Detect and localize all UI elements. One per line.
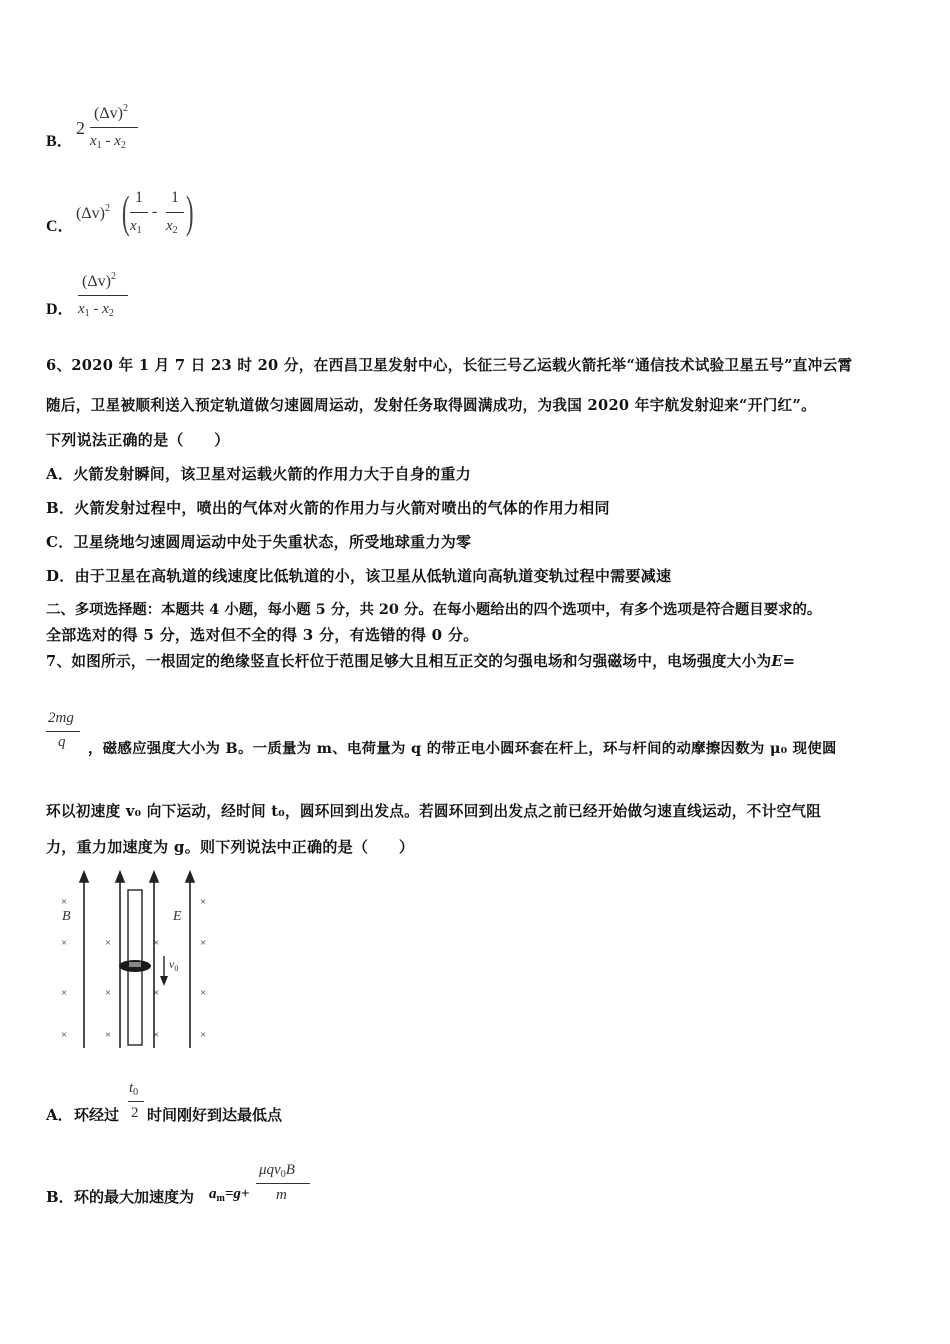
q6-stem-line3: 下列说法正确的是（ ） bbox=[46, 431, 230, 449]
q6-option-c bbox=[46, 531, 471, 552]
cross-mark: × bbox=[61, 896, 68, 908]
frac-den: 2 bbox=[131, 1105, 139, 1121]
frac-num: $t_0$ bbox=[129, 1080, 139, 1098]
label-e: E bbox=[173, 909, 182, 924]
option-letter: B． bbox=[46, 133, 73, 150]
section2-line1: 二、多项选择题：本题共 4 小题，每小题 5 分，共 20 分。在每小题给出的四个选项中，有多个选项是符合题目要求的。 bbox=[46, 601, 822, 618]
denominator: $x_1 - x_2$ bbox=[78, 301, 114, 319]
q5-option-d bbox=[46, 268, 246, 328]
q5-option-b bbox=[46, 100, 246, 160]
frac1-den: $x_1$ bbox=[130, 218, 142, 236]
right-paren: ) bbox=[185, 186, 194, 237]
cross-mark: × bbox=[200, 1029, 207, 1041]
q7-line2: ，磁感应强度大小为 B。一质量为 m、电荷量为 q 的带正电小圆环套在杆上，环与杆间的动摩擦因数为 μ₀ 现使圆 bbox=[88, 740, 837, 757]
option-letter: C． bbox=[46, 218, 74, 235]
option-letter: B． bbox=[46, 499, 75, 517]
cross-mark: × bbox=[61, 987, 68, 999]
option-letter: D． bbox=[46, 567, 75, 585]
q7-option-b bbox=[46, 1160, 366, 1210]
option-post: 时间刚好到达最低点 bbox=[147, 1106, 283, 1124]
q7-field-figure bbox=[50, 868, 220, 1053]
option-letter: C． bbox=[46, 533, 74, 551]
q7-line4: 力，重力加速度为 g。则下列说法中正确的是（ ） bbox=[46, 838, 415, 856]
left-paren: ( bbox=[121, 186, 130, 237]
frac1-bar bbox=[130, 212, 148, 213]
coefficient: 2 bbox=[76, 118, 85, 138]
q6-option-b bbox=[46, 497, 610, 518]
cross-mark: × bbox=[153, 987, 160, 999]
q6-stem-line2: 随后，卫星被顺利送入预定轨道做匀速圆周运动，发射任务取得圆满成功，为我国 2020 年宇航发射迎来“开门红”。 bbox=[46, 397, 816, 414]
cross-mark: × bbox=[105, 987, 112, 999]
fraction-bar bbox=[78, 295, 128, 296]
q5-option-c bbox=[46, 185, 266, 245]
cross-mark: × bbox=[200, 937, 207, 949]
option-pre: 环的最大加速度为 bbox=[74, 1188, 195, 1206]
option-letter: B． bbox=[46, 1188, 74, 1206]
e-fraction bbox=[46, 710, 86, 754]
frac2-bar bbox=[166, 212, 184, 213]
frac-den: m bbox=[276, 1187, 287, 1203]
cross-mark: × bbox=[153, 937, 160, 949]
ring-hole bbox=[129, 962, 141, 967]
option-letter: A． bbox=[46, 1106, 73, 1124]
q6-stem-line1: 6、2020 年 1 月 7 日 23 时 20 分，在西昌卫星发射中心，长征三号乙运载火箭托举“通信技术试验卫星五号”直冲云霄 bbox=[46, 357, 853, 374]
cross-mark: × bbox=[200, 896, 207, 908]
e-symbol: E= bbox=[771, 653, 796, 670]
cross-mark: × bbox=[200, 987, 207, 999]
frac-bar bbox=[256, 1183, 310, 1184]
label-v0: $v_0$ bbox=[169, 957, 179, 973]
minus: - bbox=[152, 203, 158, 220]
frac2-den: $x_2$ bbox=[166, 218, 178, 236]
q6-option-d bbox=[46, 565, 671, 586]
cross-mark: × bbox=[61, 1029, 68, 1041]
option-text: 火箭发射过程中，喷出的气体对火箭的作用力与火箭对喷出的气体的作用力相同 bbox=[74, 499, 610, 517]
velocity-arrowhead bbox=[160, 976, 168, 986]
option-letter: A． bbox=[46, 465, 74, 483]
frac2-num: 1 bbox=[171, 189, 179, 206]
option-text: 卫星绕地匀速圆周运动中处于失重状态，所受地球重力为零 bbox=[73, 533, 472, 551]
section2-line2: 全部选对的得 5 分，选对但不全的得 3 分，有选错的得 0 分。 bbox=[46, 626, 479, 644]
numerator: $(\Delta v)^2$ bbox=[94, 103, 128, 122]
e-frac-den: q bbox=[58, 734, 66, 750]
frac-num: μqv$_0$B bbox=[259, 1162, 295, 1180]
fraction-bar bbox=[90, 127, 138, 128]
q7-line1-text: 7、如图所示，一根固定的绝缘竖直长杆位于范围足够大且相互正交的匀强电场和匀强磁场中，电场强度大小为 bbox=[46, 653, 772, 670]
e-frac-num: 2mg bbox=[48, 710, 74, 726]
option-pre: 环经过 bbox=[74, 1106, 120, 1124]
cross-mark: × bbox=[61, 937, 68, 949]
delta-v-squared: $(\Delta v)^2$ bbox=[76, 203, 110, 222]
q7-option-a bbox=[46, 1078, 346, 1128]
q6-option-a bbox=[46, 463, 471, 484]
e-frac-bar bbox=[46, 731, 80, 732]
cross-mark: × bbox=[105, 1029, 112, 1041]
frac1-num: 1 bbox=[135, 189, 143, 206]
label-b: B bbox=[62, 909, 71, 924]
option-letter: D． bbox=[46, 301, 74, 318]
cross-mark: × bbox=[105, 937, 112, 949]
numerator: $(\Delta v)^2$ bbox=[82, 271, 116, 290]
frac-bar bbox=[128, 1101, 144, 1102]
denominator: $x_1 - x_2$ bbox=[90, 133, 126, 151]
q7-line3: 环以初速度 v₀ 向下运动，经时间 t₀，圆环回到出发点。若圆环回到出发点之前已经开始做匀速直线运动，不计空气阻 bbox=[46, 803, 822, 820]
am-expression: $a_m=g+$ bbox=[209, 1186, 250, 1204]
q7-line1 bbox=[46, 650, 795, 671]
cross-mark: × bbox=[153, 1029, 160, 1041]
option-text: 火箭发射瞬间，该卫星对运载火箭的作用力大于自身的重力 bbox=[73, 465, 472, 483]
option-text: 由于卫星在高轨道的线速度比低轨道的小，该卫星从低轨道向高轨道变轨过程中需要减速 bbox=[74, 567, 672, 585]
